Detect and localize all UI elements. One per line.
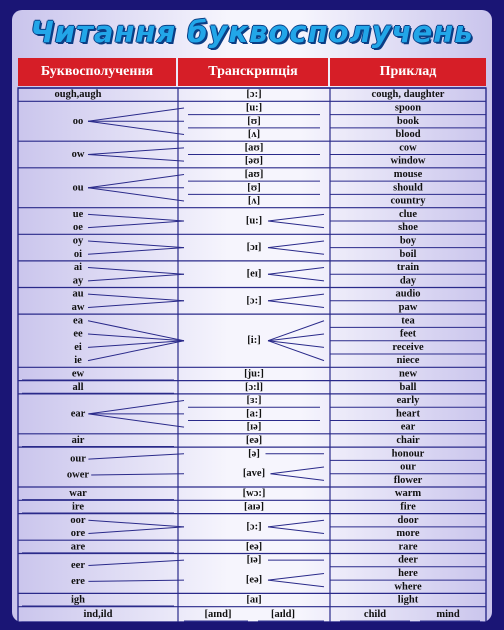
combination-text: eer [71, 559, 85, 571]
connector-line [88, 121, 184, 134]
transcription-text: [eə] [245, 574, 263, 586]
transcription-text: [ʌ] [247, 129, 261, 141]
panel [12, 10, 492, 622]
combination-text: our [70, 453, 86, 465]
example-text: rare [398, 541, 418, 553]
example-text: mouse [393, 168, 423, 180]
header-transcription: Транскрипція [178, 58, 328, 86]
combination-text: oor [70, 514, 86, 526]
transcription-text: [eɪ] [246, 268, 262, 280]
example-text: day [399, 275, 417, 287]
combination-text: are [70, 541, 86, 553]
example-text: boil [399, 248, 417, 260]
transcription-text: [ɜ:] [246, 395, 262, 407]
transcription-text: [ʊ] [247, 115, 261, 127]
transcription-text: [u:] [245, 215, 263, 227]
transcription-text: [ə] [248, 448, 260, 460]
example-text: niece [396, 355, 420, 367]
combination-text: ow [71, 149, 85, 160]
combination-text: ee [73, 328, 83, 340]
combination-text: aw [71, 301, 85, 313]
example-text: feet [399, 328, 417, 340]
connector-line [268, 527, 324, 534]
combination-text: oe [73, 222, 83, 234]
combination-text: ind,ild [83, 608, 113, 620]
transcription-text: [aɪə] [244, 501, 264, 513]
combination-text: all [72, 381, 84, 393]
connector-line [268, 221, 324, 228]
combination-text: igh [70, 594, 86, 606]
combination-text: ue [72, 208, 84, 220]
connector-line [268, 520, 324, 527]
connector-line [88, 294, 184, 301]
combination-text: ai [73, 262, 83, 274]
connector-line [88, 214, 184, 221]
connector-line [88, 221, 184, 228]
example-text: cough, daughter [371, 89, 445, 101]
connector-line [88, 241, 184, 248]
connector-line [88, 108, 184, 121]
transcription-text: [ʌ] [247, 195, 261, 207]
transcription-text: [ju:] [244, 368, 264, 380]
connector-line [88, 401, 184, 414]
connector-line [91, 474, 184, 475]
example-text: window [390, 155, 426, 167]
example-text: deer [398, 554, 418, 566]
transcription-text: [aɪld] [270, 608, 296, 620]
example-text: chair [396, 434, 420, 446]
connector-line [88, 560, 184, 565]
transcription-text: [aʊ] [244, 142, 264, 154]
transcription-text: [aɪnd] [204, 608, 232, 620]
combination-text: ire [71, 501, 85, 513]
example-text: spoon [394, 102, 422, 114]
example-text: paw [398, 301, 418, 313]
connector-line [88, 301, 184, 308]
example-text: cow [399, 142, 417, 154]
connector-line [88, 248, 184, 255]
connector-line [268, 301, 324, 308]
connector-line [88, 268, 184, 275]
combination-text: air [71, 434, 85, 446]
transcription-text: [ɔ:] [246, 295, 262, 307]
combination-text: au [72, 288, 84, 300]
connector-line [268, 214, 324, 221]
connector-line [271, 467, 325, 474]
combination-text: ay [72, 275, 84, 287]
transcription-text: [wɔ:] [242, 488, 266, 500]
combination-text: ough,augh [54, 89, 102, 101]
combination-text: ie [74, 355, 82, 367]
combination-text: ore [70, 528, 86, 540]
connector-line [268, 573, 324, 580]
connector-line [268, 274, 324, 281]
header-combination: Буквосполучення [18, 58, 176, 86]
example-text: train [396, 262, 420, 274]
connector-line [88, 580, 184, 581]
example-text: ear [400, 421, 416, 433]
connector-line [88, 454, 184, 459]
combination-text: ew [71, 368, 85, 380]
example-text: heart [396, 408, 420, 420]
transcription-text: [ɔɪ] [246, 242, 262, 254]
rules-table [12, 10, 492, 622]
transcription-text: [a:] [246, 408, 262, 420]
example-text: shoe [398, 222, 418, 234]
connector-line [268, 268, 324, 275]
example-text: where [394, 581, 422, 593]
combination-text: oy [72, 235, 84, 247]
example-text: audio [395, 288, 421, 300]
combination-text: oi [73, 248, 83, 260]
connector-line [88, 520, 184, 527]
connector-line [88, 274, 184, 281]
transcription-text: [ɪə] [246, 554, 262, 566]
example-text: early [396, 395, 420, 407]
transcription-text: [eə] [245, 541, 263, 553]
transcription-text: [əʊ] [244, 155, 264, 167]
connector-line [88, 155, 184, 162]
combination-text: war [69, 488, 87, 500]
transcription-text: [i:] [247, 335, 261, 347]
connector-line [268, 580, 324, 587]
transcription-text: [ʊ] [247, 182, 261, 194]
combination-text: ea [73, 315, 83, 327]
connector-line [88, 174, 184, 187]
example-text: light [397, 594, 419, 606]
connector-line [268, 294, 324, 301]
example-text: warm [394, 488, 422, 500]
example-text: book [396, 115, 420, 127]
transcription-text: [ɔ:] [246, 89, 262, 101]
connector-line [88, 414, 184, 427]
transcription-text: [ɔ:l] [244, 381, 264, 393]
example-text: more [396, 528, 420, 540]
transcription-text: [ɪə] [246, 421, 262, 433]
header-example: Приклад [330, 58, 486, 86]
example-text: our [400, 461, 416, 473]
connector-line [88, 188, 184, 201]
example-text: child [363, 608, 387, 620]
example-text: flower [393, 474, 423, 486]
combination-text: ei [74, 341, 82, 353]
example-text: country [390, 195, 426, 207]
combination-text: ere [71, 575, 85, 587]
connector-line [88, 148, 184, 155]
example-text: tea [401, 315, 415, 327]
transcription-text: [eə] [245, 434, 263, 446]
page-title: Читання буквосполучень [30, 15, 474, 49]
transcription-text: [aʊ] [244, 168, 264, 180]
example-text: here [398, 567, 418, 579]
example-text: honour [391, 448, 425, 460]
example-text: clue [398, 208, 418, 220]
example-text: mind [436, 608, 460, 620]
example-text: new [398, 368, 418, 380]
connector-line [268, 241, 324, 248]
transcription-text: [aɪ] [246, 594, 262, 606]
combination-text: oo [72, 115, 84, 127]
example-text: boy [399, 235, 417, 247]
example-text: ball [399, 381, 417, 393]
example-text: receive [392, 341, 424, 353]
connector-line [268, 248, 324, 255]
example-text: fire [400, 501, 416, 513]
transcription-text: [u:] [245, 102, 263, 114]
combination-text: ower [66, 469, 90, 481]
connector-line [88, 527, 184, 534]
example-text: should [393, 182, 423, 194]
example-text: blood [395, 129, 421, 141]
transcription-text: [ɔ:] [246, 521, 262, 533]
combination-text: ou [72, 182, 84, 194]
combination-text: ear [70, 408, 86, 420]
example-text: door [397, 514, 419, 526]
transcription-text: [ave] [242, 468, 266, 480]
connector-line [271, 474, 325, 481]
